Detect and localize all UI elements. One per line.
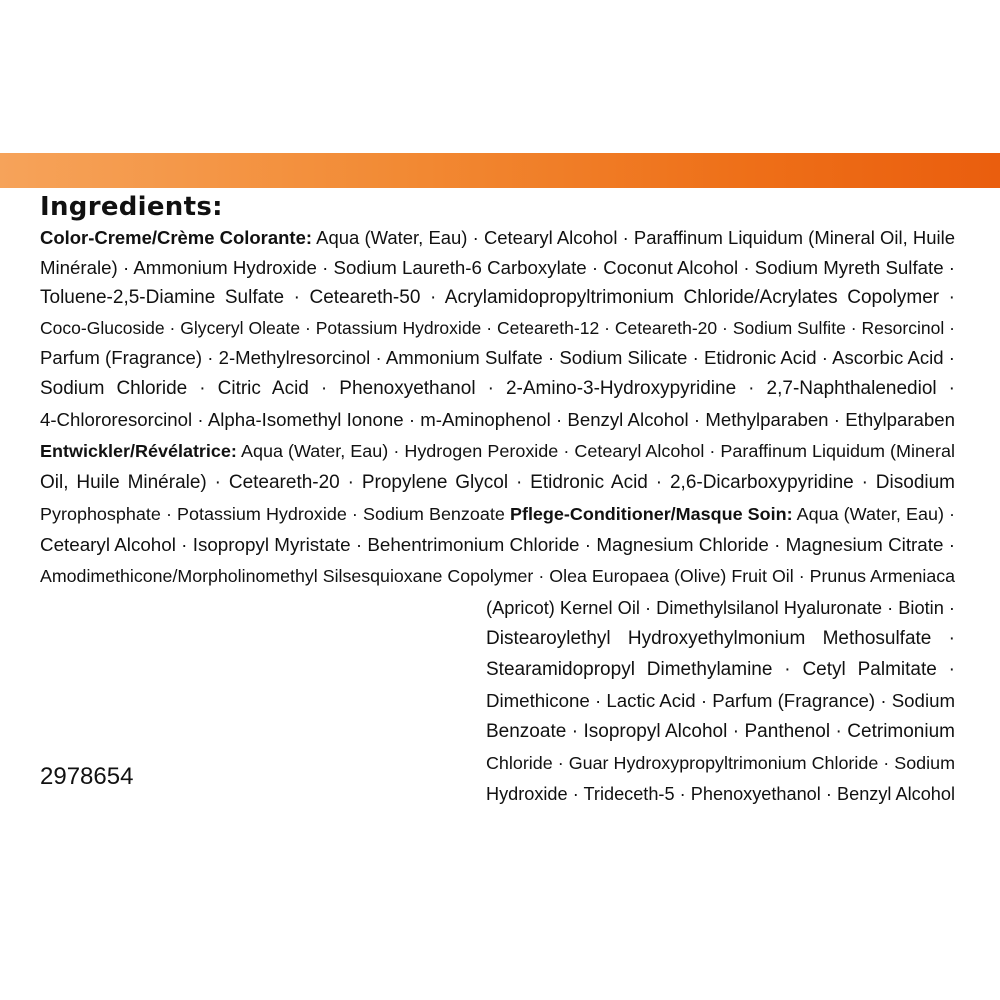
ingredient-line: Distearoylethyl Hydroxyethylmonium Methosulfate · [486, 628, 955, 649]
ingredient-line: Minérale) · Ammonium Hydroxide · Sodium Laureth-6 Carboxylate · Coconut Alcohol · Sodium Myreth Sulfate · [40, 257, 955, 278]
ingredient-line: Dimethicone · Lactic Acid · Parfum (Fragrance) · Sodium [486, 690, 956, 711]
orange-header-band [0, 153, 1000, 188]
ingredient-line: Toluene-2,5-Diamine Sulfate · Ceteareth-50 · Acrylamidopropyltrimonium Chloride/Acrylates Copolymer · [40, 287, 955, 308]
ingredient-line: Hydroxide · Trideceth-5 · Phenoxyethanol · Benzyl Alcohol [486, 784, 955, 804]
ingredient-line: 4-Chlororesorcinol · Alpha-Isomethyl Ionone · m-Aminophenol · Benzyl Alcohol · Methylparaben · Ethylparaben [40, 409, 955, 430]
ingredient-line: Chloride · Guar Hydroxypropyltrimonium Chloride · Sodium [486, 753, 955, 773]
ingredient-line: (Apricot) Kernel Oil · Dimethylsilanol Hyaluronate · Biotin · [486, 598, 955, 618]
ingredient-line: Entwickler/Révélatrice: Aqua (Water, Eau) · Hydrogen Peroxide · Cetearyl Alcohol · Paraffinum Liquidum (Mineral [40, 441, 955, 461]
ingredient-line: Stearamidopropyl Dimethylamine · Cetyl Palmitate · [486, 659, 955, 680]
ingredient-line: Amodimethicone/Morpholinomethyl Silsesquioxane Copolymer · Olea Europaea (Olive) Fruit Oil · Prunus Armeniaca [40, 566, 955, 586]
ingredient-line: Oil, Huile Minérale) · Ceteareth-20 · Propylene Glycol · Etidronic Acid · 2,6-Dicarboxypyridine · Disodium [40, 472, 955, 493]
ingredient-line: Color-Creme/Crème Colorante: Aqua (Water, Eau) · Cetearyl Alcohol · Paraffinum Liquidum (Mineral Oil, Huile [40, 227, 955, 248]
section-label-color-creme: Color-Creme/Crème Colorante: [40, 227, 312, 248]
ingredient-line: Parfum (Fragrance) · 2-Methylresorcinol · Ammonium Sulfate · Sodium Silicate · Etidronic Acid · Ascorbic Acid · [40, 347, 955, 368]
ingredient-line: Coco-Glucoside · Glyceryl Oleate · Potassium Hydroxide · Ceteareth-12 · Ceteareth-20 · Sodium Sulfite · Resorcinol · [40, 318, 955, 338]
ingredients-heading: Ingredients: [40, 192, 223, 222]
section-label-pflege-conditioner: Pflege-Conditioner/Masque Soin: [509, 504, 793, 524]
ingredient-line: Pyrophosphate · Potassium Hydroxide · Sodium Benzoate Pflege-Conditioner/Masque Soin: Aqua (Water, Eau) · [40, 504, 955, 524]
ingredient-line: Sodium Chloride · Citric Acid · Phenoxyethanol · 2-Amino-3-Hydroxypyridine · 2,7-Naphthalenediol · [40, 378, 955, 399]
section-label-entwickler: Entwickler/Révélatrice: [40, 441, 237, 461]
product-code: 2978654 [40, 763, 134, 790]
ingredient-line: Cetearyl Alcohol · Isopropyl Myristate · Behentrimonium Chloride · Magnesium Chloride · Magnesium Citrate · [40, 534, 955, 555]
ingredient-line: Benzoate · Isopropyl Alcohol · Panthenol · Cetrimonium [486, 721, 955, 742]
